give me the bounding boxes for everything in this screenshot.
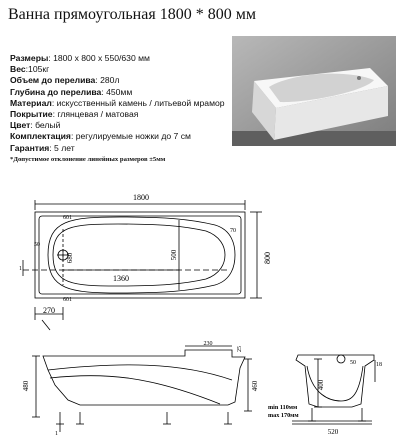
- top-view-inner: [53, 224, 225, 286]
- end-view-overflow-icon: [337, 355, 345, 363]
- page-title: Ванна прямоугольная 1800 * 800 мм: [8, 6, 256, 23]
- dim-width: 800: [263, 252, 272, 264]
- spec-value: :105кг: [25, 64, 50, 75]
- side-marker: 1: [55, 431, 58, 437]
- spec-label: Покрытие: [10, 109, 53, 120]
- dim-left-gap: 50: [34, 242, 40, 248]
- dim-side-left-height: 480: [22, 380, 30, 392]
- foot-min: min 110мм: [268, 404, 298, 411]
- foot-max: max 170мм: [268, 412, 299, 419]
- tolerance-note: *Допустимое отклонение линейных размеров ±5мм: [10, 155, 166, 163]
- side-view-outline: [43, 350, 245, 405]
- end-view-outline: [296, 355, 374, 407]
- spec-value: : белый: [30, 120, 61, 131]
- dim-inner-top: 601: [63, 215, 72, 221]
- end-view-basin: [307, 366, 363, 401]
- dim-side-top-h: 25: [237, 346, 243, 352]
- spec-label: Объем до перелива: [10, 75, 96, 86]
- spec-value: : искусственный камень / литьевой мрамор: [51, 97, 225, 108]
- top-view-basin: [48, 217, 235, 293]
- side-view-inner-contour: [50, 376, 220, 404]
- section-marker: 1: [19, 266, 22, 272]
- dim-inner-bottom: 601: [63, 297, 72, 303]
- dim-end-width: 520: [327, 428, 339, 436]
- dim-side-right-height: 460: [251, 380, 259, 392]
- spec-label: Комплектация: [10, 131, 71, 142]
- spec-value: : 280л: [95, 75, 120, 86]
- spec-value: : 5 лет: [49, 142, 75, 153]
- spec-label: Глубина до перелива: [10, 86, 102, 97]
- spec-value: : 450мм: [101, 86, 133, 97]
- spec-value: : глянцевая / матовая: [52, 109, 139, 120]
- spec-label: Цвет: [10, 120, 31, 131]
- spec-label: Гарантия: [10, 142, 50, 153]
- spec-value: : 1800 x 800 x 550/630 мм: [48, 53, 150, 63]
- spec-value: : регулируемые ножки до 7 см: [70, 131, 191, 142]
- dim-drain-side: 680: [66, 252, 74, 264]
- dim-offset: 270: [43, 306, 55, 315]
- spec-label: Вес: [10, 64, 26, 75]
- dim-right-gap: 70: [230, 228, 236, 234]
- dim-inner-width: 500: [170, 249, 178, 261]
- side-view-contour: [48, 365, 232, 380]
- dim-side-top: 230: [203, 341, 213, 347]
- dim-length: 1800: [133, 193, 149, 202]
- spec-label: Размеры: [10, 53, 49, 63]
- dim-rim: 18: [376, 362, 382, 368]
- spec-label: Материал: [10, 97, 52, 108]
- dim-inner-length: 1360: [113, 274, 129, 283]
- dim-drain: 50: [350, 360, 356, 366]
- dim-depth: 400: [317, 379, 325, 391]
